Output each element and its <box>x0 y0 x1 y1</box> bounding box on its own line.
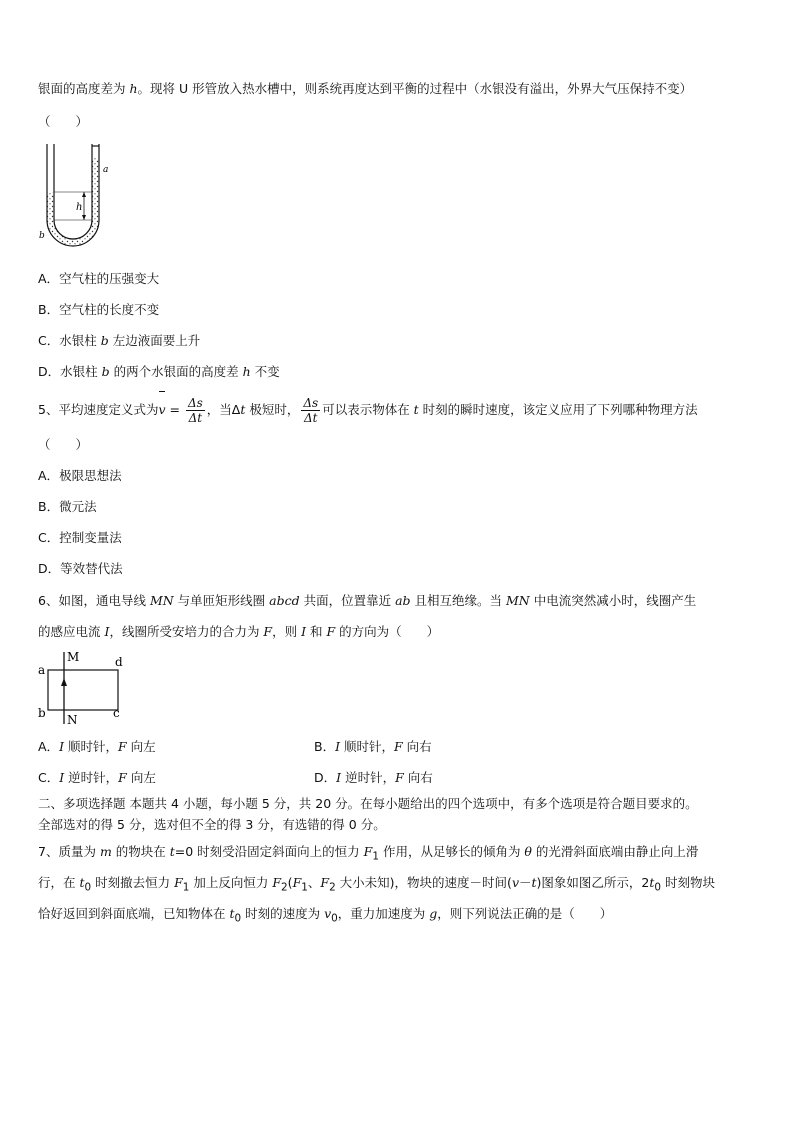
q6-stem-line1: 6、如图，通电导线 MN 与单匝矩形线圈 abcd 共面，位置靠近 ab 且相互绝缘。当 MN 中电流突然减小时，线圈产生 <box>38 593 697 608</box>
q4-stem-text: 。现将 U 形管放入热水槽中，则系统再度达到平衡的过程中（水银没有溢出，外界大气压保持不变） <box>137 81 693 96</box>
q7-stem-line2: 行，在 $t_0$ 时刻撤去恒力 $F_1$ 加上反向恒力 $F_2(F_1$、$F_2$ 大小未知)，物块的速度－时间(v－t)图象如图乙所示，$2t_0$ 时刻物块 <box>38 875 716 894</box>
q5-option-b: B．微元法 <box>38 499 97 514</box>
fig-label-d: d <box>115 655 123 669</box>
mercury-column <box>47 158 99 246</box>
q4-option-c: C．水银柱 b 左边液面要上升 <box>38 333 201 348</box>
fraction-ds-dt: $\frac{\Delta s}{\Delta t}$ <box>303 396 319 425</box>
wire-loop-figure <box>36 648 136 728</box>
fig-label-b: b <box>39 231 45 241</box>
fig-label-a: a <box>38 663 46 677</box>
q5-stem: 5、平均速度定义式为v = $\frac{\Delta s}{\Delta t}$ ，当Δt 极短时， $\frac{\Delta s}{\Delta t}$ 可以表示物体在 t 时刻的瞬时速度，该定义应用了下列哪种物理方法 <box>38 393 698 427</box>
q6-option-c: C．I 逆时针，F 向左 <box>38 770 156 785</box>
q6-option-a: A．I 顺时针，F 向左 <box>38 739 156 754</box>
q4-stem-line <box>38 80 692 98</box>
q5-option-c: C．控制变量法 <box>38 530 122 545</box>
q5-bracket: （ ） <box>38 437 89 452</box>
u-tube-figure <box>36 140 126 255</box>
q4-bracket: （ ） <box>38 114 89 129</box>
section-heading: 二、多项选择题 本题共 4 小题，每小题 5 分，共 20 分。在每小题给出的四个选项中，有多个选项是符合题目要求的。 <box>38 796 698 811</box>
q4-stem-text: 银面的高度差为 <box>38 81 130 96</box>
q4-option-d: D．水银柱 b 的两个水银面的高度差 h 不变 <box>38 364 280 379</box>
question-number: 6、 <box>38 593 59 608</box>
fig-label-h: h <box>76 202 83 213</box>
var-h: h <box>129 81 138 96</box>
fig-label-M: M <box>67 650 80 664</box>
q6-option-d: D．I 逆时针，F 向右 <box>314 770 433 785</box>
v-bar: v <box>158 393 165 427</box>
q5-option-a: A．极限思想法 <box>38 468 122 483</box>
q5-option-d: D．等效替代法 <box>38 561 123 576</box>
fraction-ds-dt: $\frac{\Delta s}{\Delta t}$ <box>187 396 203 425</box>
question-number: 7、 <box>38 844 59 859</box>
question-number: 5、 <box>38 402 59 417</box>
q6-option-b: B．I 顺时针，F 向右 <box>314 739 432 754</box>
q4-option-b: B．空气柱的长度不变 <box>38 302 160 317</box>
current-arrow-icon <box>61 678 67 686</box>
q7-stem-line3: 恰好返回到斜面底端，已知物体在 $t_0$ 时刻的速度为 $v_0$，重力加速度为 g，则下列说法正确的是（ ） <box>38 906 613 925</box>
fig-label-N: N <box>67 713 78 727</box>
q7-stem-line1: 7、质量为 m 的物块在 t=0 时刻受沿固定斜面向上的恒力 $F_1$ 作用，从足够长的倾角为 θ 的光滑斜面底端由静止向上滑 <box>38 844 699 863</box>
q6-stem-line2: 的感应电流 I，线圈所受安培力的合力为 F，则 I 和 F 的方向为（ ） <box>38 624 440 639</box>
rectangular-coil <box>48 670 118 710</box>
fig-label-c: c <box>113 706 120 720</box>
q4-option-a: A．空气柱的压强变大 <box>38 271 160 286</box>
fig-label-b: b <box>38 706 46 720</box>
section-scoring-note: 全部选对的得 5 分，选对但不全的得 3 分，有选错的得 0 分。 <box>38 817 386 832</box>
fig-label-a: a <box>103 165 109 175</box>
